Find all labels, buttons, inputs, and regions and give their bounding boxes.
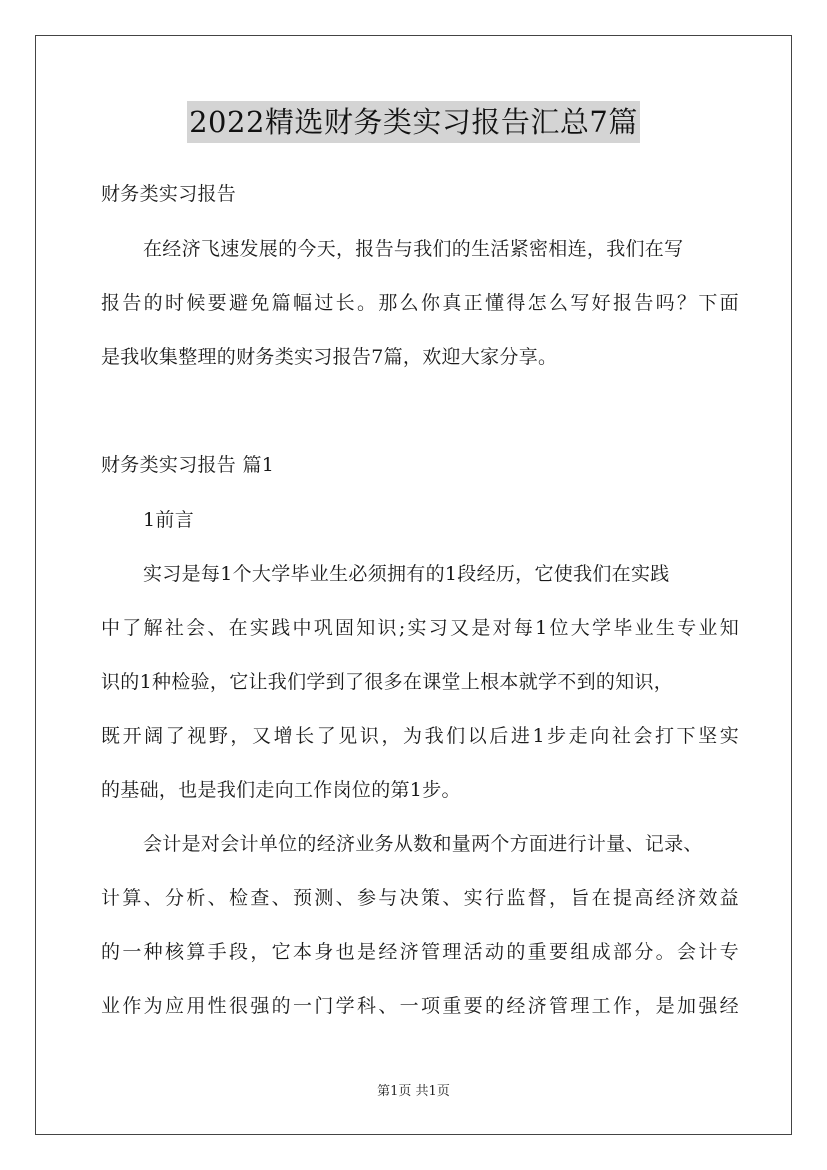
section-heading: 财务类实习报告 篇1 bbox=[101, 454, 275, 476]
paragraph1-line-3: 识的1种检验，它让我们学到了很多在课堂上根本就学不到的知识， bbox=[101, 671, 674, 693]
paragraph1-line-4: 既开阔了视野，又增长了见识，为我们以后进1步走向社会打下坚实 bbox=[101, 725, 739, 747]
intro-heading: 财务类实习报告 bbox=[101, 183, 237, 205]
paragraph2-line-3: 的一种核算手段，它本身也是经济管理活动的重要组成部分。会计专 bbox=[101, 941, 739, 963]
document-title: 2022精选财务类实习报告汇总7篇 bbox=[187, 101, 640, 143]
paragraph1-line-2: 中了解社会、在实践中巩固知识;实习又是对每1位大学毕业生专业知 bbox=[101, 617, 739, 639]
paragraph1-line-5: 的基础，也是我们走向工作岗位的第1步。 bbox=[101, 779, 461, 801]
paragraph2-line-1: 会计是对会计单位的经济业务从数和量两个方面进行计量、记录、 bbox=[143, 833, 703, 855]
subheading-preface: 1前言 bbox=[143, 509, 194, 531]
paragraph2-line-4: 业作为应用性很强的一门学科、一项重要的经济管理工作，是加强经 bbox=[101, 995, 739, 1017]
page-footer: 第1页 共1页 bbox=[377, 1084, 450, 1099]
intro-line-1: 在经济飞速发展的今天，报告与我们的生活紧密相连，我们在写 bbox=[143, 238, 684, 260]
paragraph2-line-2: 计算、分析、检查、预测、参与决策、实行监督，旨在提高经济效益 bbox=[101, 887, 739, 909]
paragraph1-line-1: 实习是每1个大学毕业生必须拥有的1段经历，它使我们在实践 bbox=[143, 563, 670, 585]
intro-line-3: 是我收集整理的财务类实习报告7篇，欢迎大家分享。 bbox=[101, 346, 558, 368]
title-container bbox=[0, 101, 827, 143]
intro-line-2: 报告的时候要避免篇幅过长。那么你真正懂得怎么写好报告吗？下面 bbox=[101, 292, 739, 314]
